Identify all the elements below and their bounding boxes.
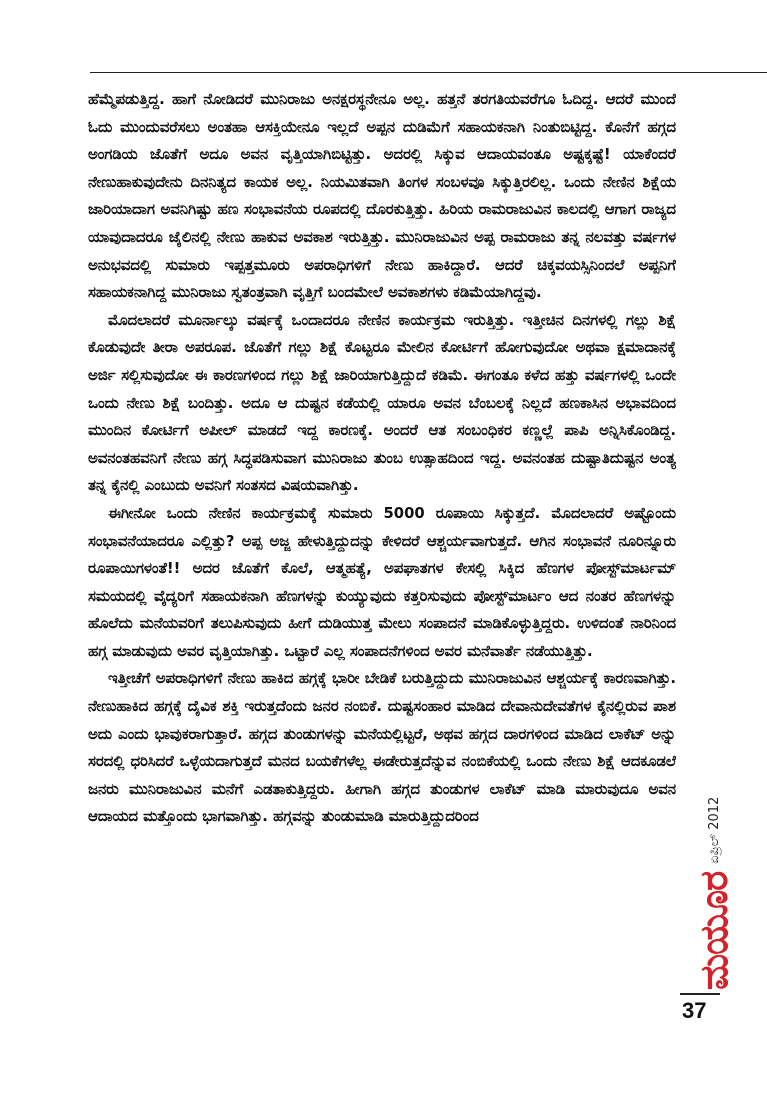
page-number-rule — [680, 993, 720, 995]
header-rule — [90, 72, 767, 73]
masthead-sidebar — [676, 796, 736, 990]
magazine-logo: ಮಯೂರ — [692, 871, 736, 990]
article-paragraph-3: ಈಗೀನೋ ಒಂದು ನೇಣಿನ ಕಾರ್ಯಕ್ರಮಕ್ಕೆ ಸುಮಾರು 5000 ರೂಪಾಯಿ ಸಿಕ್ಕುತ್ತದೆ. ಮೊದಲಾದರೆ ಅಷ್ಟೊಂದು ಸಂಭಾವನೆಯಾದರೂ ಎಲ್ಲಿತ್ತು? ಅಪ್ಪ ಅಜ್ಜ ಹೇಳುತ್ತಿದ್ದುದನ್ನು ಕೇಳಿದರೆ ಆಶ್ಚರ್ಯವಾಗುತ್ತದೆ. ಆಗಿನ ಸಂಭಾವನೆ ನೂರಿನ್ನೂರು ರೂಪಾಯಿಗಳಂತೆ!! ಅದರ ಜೊತೆಗೆ ಕೊಲೆ, ಆತ್ಮಹತ್ಯೆ, ಅಪಘಾತಗಳ ಕೇಸಲ್ಲಿ ಸಿಕ್ಕಿದ ಹೆಣಗಳ ಪೋಸ್ಟ್‌ಮಾರ್ಟಮ್ ಸಮಯದಲ್ಲಿ ವೈದ್ಯರಿಗೆ ಸಹಾಯಕನಾಗಿ ಹೆಣಗಳನ್ನು ಕುಯ್ಯುವುದು ಕತ್ತರಿಸುವುದು ಪೋಸ್ಟ್‌ಮಾರ್ಟಂ ಆದ ನಂತರ ಹೆಣಗಳನ್ನು ಹೊಲೆದು ಮನೆಯವರಿಗೆ ತಲುಪಿಸುವುದು ಹೀಗೆ ದುಡಿಯುತ್ತ ಮೇಲು ಸಂಪಾದನೆ ಮಾಡಿಕೊಳ್ಳುತ್ತಿದ್ದರು. ಉಳಿದಂತೆ ನಾರಿನಿಂದ ಹಗ್ಗ ಮಾಡುವುದು ಅವರ ವೃತ್ತಿಯಾಗಿತ್ತು. ಒಟ್ಟಾರೆ ಎಲ್ಲ ಸಂಪಾದನೆಗಳಿಂದ ಅವರ ಮನೆವಾರ್ತೆ ನಡೆಯುತ್ತಿತ್ತು. — [88, 504, 676, 660]
page-number: 37 — [682, 998, 707, 1023]
issue-date: ಏಪ್ರಿಲ್ 2012 — [706, 796, 722, 864]
article-paragraph-4: ಇತ್ತೀಚೆಗೆ ಅಪರಾಧಿಗಳಿಗೆ ನೇಣು ಹಾಕಿದ ಹಗ್ಗಕ್ಕೆ ಭಾರೀ ಬೇಡಿಕೆ ಬರುತ್ತಿದ್ದುದು ಮುನಿರಾಜುವಿನ ಆಶ್ಚರ್ಯಕ್ಕೆ ಕಾರಣವಾಗಿತ್ತು. ನೇಣುಹಾಕಿದ ಹಗ್ಗಕ್ಕೆ ದೈವಿಕ ಶಕ್ತಿ ಇರುತ್ತದೆಂದು ಜನರ ನಂಬಿಕೆ. ದುಷ್ಟಸಂಹಾರ ಮಾಡಿದ ದೇವಾನುದೇವತೆಗಳ ಕೈನಲ್ಲಿರುವ ಪಾಶ ಅದು ಎಂದು ಭಾವುಕರಾಗುತ್ತಾರೆ. ಹಗ್ಗದ ತುಂಡುಗಳನ್ನು ಮನೆಯಲ್ಲಿಟ್ಟರೆ, ಅಥವ ಹಗ್ಗದ ದಾರಗಳಿಂದ ಮಾಡಿದ ಲಾಕೆಟ್ ಅನ್ನು ಸರದಲ್ಲಿ ಧರಿಸಿದರೆ ಒಳ್ಳೆಯದಾಗುತ್ತದೆ ಮನದ ಬಯಕೆಗಳೆಲ್ಲ ಈಡೇರುತ್ತದೆನ್ನುವ ನಂಬಿಕೆಯಲ್ಲಿ ಒಂದು ನೇಣು ಶಿಕ್ಷೆ ಆದಕೂಡಲೆ ಜನರು ಮುನಿರಾಜುವಿನ ಮನೆಗೆ ಎಡತಾಕುತ್ತಿದ್ದರು. ಹೀಗಾಗಿ ಹಗ್ಗದ ತುಂಡುಗಳ ಲಾಕೆಟ್ ಮಾಡಿ ಮಾರುವುದೂ ಅವನ ಆದಾಯದ ಮತ್ತೊಂದು ಭಾಗವಾಗಿತ್ತು. ಹಗ್ಗವನ್ನು ತುಂಡುಮಾಡಿ ಮಾರುತ್ತಿದ್ದುದರಿಂದ — [88, 670, 676, 826]
article-paragraph-2: ಮೊದಲಾದರೆ ಮೂರ್ನಾಲ್ಕು ವರ್ಷಕ್ಕೆ ಒಂದಾದರೂ ನೇಣಿನ ಕಾರ್ಯಕ್ರಮ ಇರುತ್ತಿತ್ತು. ಇತ್ತೀಚಿನ ದಿನಗಳಲ್ಲಿ ಗಲ್ಲು ಶಿಕ್ಷೆ ಕೊಡುವುದೇ ತೀರಾ ಅಪರೂಪ. ಜೊತೆಗೆ ಗಲ್ಲು ಶಿಕ್ಷೆ ಕೊಟ್ಟರೂ ಮೇಲಿನ ಕೋರ್ಟಿಗೆ ಹೋಗುವುದೋ ಅಥವಾ ಕ್ಷಮಾದಾನಕ್ಕೆ ಅರ್ಜಿ ಸಲ್ಲಿಸುವುದೋ ಈ ಕಾರಣಗಳಿಂದ ಗಲ್ಲು ಶಿಕ್ಷೆ ಜಾರಿಯಾಗುತ್ತಿದ್ದುದೆ ಕಡಿಮೆ. ಈಗಂತೂ ಕಳೆದ ಹತ್ತು ವರ್ಷಗಳಲ್ಲಿ ಒಂದೇ ಒಂದು ನೇಣು ಶಿಕ್ಷೆ ಬಂದಿತ್ತು. ಅದೂ ಆ ದುಷ್ಟನ ಕಡೆಯಲ್ಲಿ ಯಾರೂ ಅವನ ಬೆಂಬಲಕ್ಕೆ ನಿಲ್ಲದೆ ಹಣಕಾಸಿನ ಅಭಾವದಿಂದ ಮುಂದಿನ ಕೋರ್ಟಿಗೆ ಅಪೀಲ್ ಮಾಡದೆ ಇದ್ದ ಕಾರಣಕ್ಕೆ. ಅಂದರೆ ಆತ ಸಂಬಂಧಿಕರ ಕಣ್ಣಲ್ಲೆ ಪಾಪಿ ಅನ್ನಿಸಿಕೊಂಡಿದ್ದ. ಅವನಂತಹವನಿಗೆ ನೇಣು ಹಗ್ಗ ಸಿದ್ಧಪಡಿಸುವಾಗ ಮುನಿರಾಜು ತುಂಬ ಉತ್ಸಾಹದಿಂದ ಇದ್ದ. ಅವನಂತಹ ದುಷ್ಟಾತಿದುಷ್ಟನ ಅಂತ್ಯ ತನ್ನ ಕೈನಲ್ಲಿ ಎಂಬುದು ಅವನಿಗೆ ಸಂತಸದ ವಿಷಯವಾಗಿತ್ತು. — [88, 311, 676, 495]
article-body — [88, 86, 676, 1026]
article-paragraph-1: ಹೆಮ್ಮೆಪಡುತ್ತಿದ್ದ. ಹಾಗೆ ನೋಡಿದರೆ ಮುನಿರಾಜು ಅನಕ್ಷರಸ್ಥನೇನೂ ಅಲ್ಲ. ಹತ್ತನೆ ತರಗತಿಯವರೆಗೂ ಓದಿದ್ದ. ಆದರೆ ಮುಂದೆ ಓದು ಮುಂದುವರೆಸಲು ಅಂತಹಾ ಆಸಕ್ತಿಯೇನೂ ಇಲ್ಲದೆ ಅಪ್ಪನ ದುಡಿಮೆಗೆ ಸಹಾಯಕನಾಗಿ ನಿಂತುಬಿಟ್ಟಿದ್ದ. ಕೊನೆಗೆ ಹಗ್ಗದ ಅಂಗಡಿಯ ಜೊತೆಗೆ ಅದೂ ಅವನ ವೃತ್ತಿಯಾಗಿಬಿಟ್ಟಿತ್ತು. ಅದರಲ್ಲಿ ಸಿಕ್ಕುವ ಆದಾಯವಂತೂ ಅಷ್ಟಕ್ಕಷ್ಟೆ! ಯಾಕೆಂದರೆ ನೇಣುಹಾಕುವುದೇನು ದಿನನಿತ್ಯದ ಕಾಯಕ ಅಲ್ಲ. ನಿಯಮಿತವಾಗಿ ತಿಂಗಳ ಸಂಬಳವೂ ಸಿಕ್ಕುತ್ತಿರಲಿಲ್ಲ. ಒಂದು ನೇಣಿನ ಶಿಕ್ಷೆಯ ಜಾರಿಯಾದಾಗ ಅವನಿಗಿಷ್ಟು ಹಣ ಸಂಭಾವನೆಯ ರೂಪದಲ್ಲಿ ದೊರಕುತ್ತಿತ್ತು. ಹಿರಿಯ ರಾಮರಾಜುವಿನ ಕಾಲದಲ್ಲಿ ಆಗಾಗ ರಾಜ್ಯದ ಯಾವುದಾದರೂ ಜೈಲಿನಲ್ಲಿ ನೇಣು ಹಾಕುವ ಅವಕಾಶ ಇರುತ್ತಿತ್ತು. ಮುನಿರಾಜುವಿನ ಅಪ್ಪ ರಾಮರಾಜು ತನ್ನ ನಲವತ್ತು ವರ್ಷಗಳ ಅನುಭವದಲ್ಲಿ ಸುಮಾರು ಇಪ್ಪತ್ತಮೂರು ಅಪರಾಧಿಗಳಿಗೆ ನೇಣು ಹಾಕಿದ್ದಾರೆ. ಆದರೆ ಚಿಕ್ಕವಯಸ್ಸಿನಿಂದಲೆ ಅಪ್ಪನಿಗೆ ಸಹಾಯಕನಾಗಿದ್ದ ಮುನಿರಾಜು ಸ್ವತಂತ್ರವಾಗಿ ವೃತ್ತಿಗೆ ಬಂದಮೇಲೆ ಅವಕಾಶಗಳು ಕಡಿಮೆಯಾಗಿದ್ದವು. — [88, 91, 676, 302]
masthead-vertical — [684, 796, 744, 990]
